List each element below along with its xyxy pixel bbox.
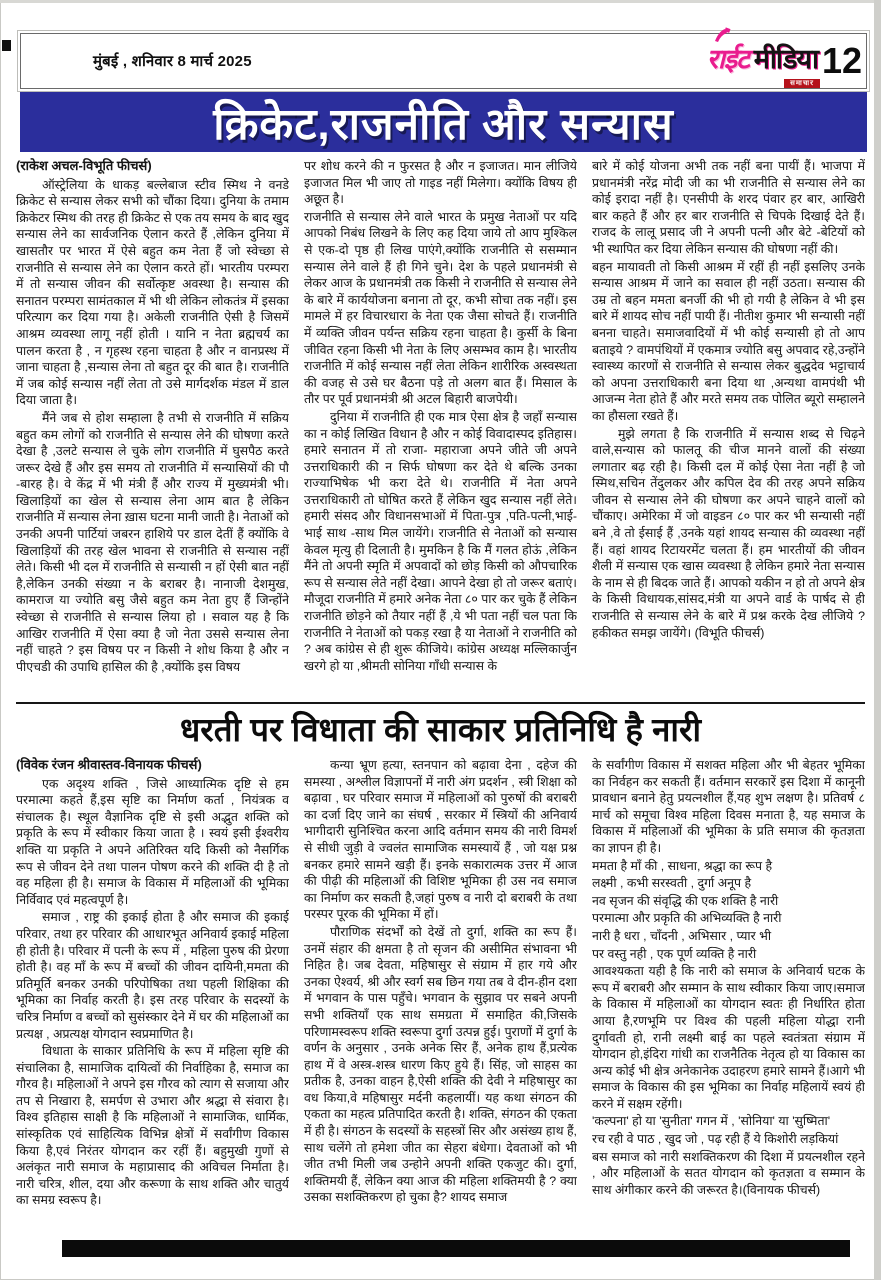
article2-byline: (विवेक रंजन श्रीवास्तव-विनायक फीचर्स) (16, 757, 202, 772)
body-paragraph: मुझे लगता है कि राजनीति में सन्यास शब्द से चिढ़ने वाले,सन्यास को फालतू की चीज मानने वालों की संख्या लगातार बढ़ रही है। किसी दल में कोई ऐसा नेता नहीं है जो स्मिथ,सचिन तेंदुलकर और कपिल देव की तरह अपने सक्रिय जीवन से सन्यास लेने की घोषणा कर अपने चाहने वालों को चौंकाए। अमेरिका में जो वाइडन ८० पार कर भी सन्यासी नहीं बने ,वे तो ईसाई हैं ,उनके यहां शायद सन्यास की व्यवस्था नहीं हैं। वहां शायद रिटायरमेंट चलता हैं। हम भारतीयों की जीवन शैली में सन्यास एक खास व्यवस्था है लेकिन हमारे नेता सन्यास के नाम से ही बिदक जाते हैं। आपको यकीन न हो तो अपने क्षेत्र के किसी विधायक,सांसद,मंत्री या अपने वार्ड के पार्षद से ही राजनीति से सन्यास लेने के बारे में प्रश्न करके देख लीजिये ? हकीकत समझ जायेंगे। (विभूति फीचर्स) (592, 426, 865, 640)
body-paragraph: बारे में कोई योजना अभी तक नहीं बना पायीं हैं। भाजपा में प्रधानमंत्री नरेंद्र मोदी जी का भी राजनीति से सन्यास लेने का कोई इरादा नहीं है। एनसीपी के शरद पंवार हर बार, आखिरी बार कहते हैं और हर बार राजनीति से चिपके दिखाई देते हैं। राजद के लालू प्रसाद जी ने अपनी पत्नी और बेटे -बेटियों को भी स्थापित कर दिया लेकिन सन्यास की घोषणा नहीं की। (592, 159, 865, 256)
body-paragraph: बस समाज को नारी सशक्तिकरण की दिशा में प्रयत्नशील रहने , और महिलाओं के सतत योगदान को कृतज्ञता व सम्मान के साथ अंगीकार करने की जरूरत है।(विनायक फीचर्स) (592, 1149, 865, 1197)
body-paragraph: पर वस्तु नही , एक पूर्ण व्यक्ति है नारी (592, 946, 757, 961)
body-paragraph: समाज , राष्ट्र की इकाई होता है और समाज की इकाई परिवार, तथा हर परिवार की आधारभूत अनिवार्य इकाई महिला ही होती है। परिवार में पत्नी के रूप में , महिला पुरुष की प्रेरणा होती है। वह माँ के रूप में बच्चों की जीवन दायिनी,ममता की प्रतिमूर्ति बनकर उनकी परिपोषिका तथा पहली शिक्षिका की भूमिका का निर्वाह करती है। इस तरह परिवार के सदस्यों के चरित्र निर्माण व बच्चों को सुसंस्कार देने में घर की महिलाओं का प्रत्यक्ष , अप्रत्यक्ष योगदान स्वप्रमाणित है। (16, 910, 289, 1041)
article2-body (16, 757, 865, 1235)
article-column (592, 757, 865, 1235)
body-paragraph: आवश्यकता यही है कि नारी को समाज के अनिवार्य घटक के रूप में बराबरी और सम्मान के साथ स्वीकार किया जाए।समाज के विकास में महिलाओं का योगदान स्वतः ही निर्धारित होता आया है,रणभूमि पर विश्व की पहली महिला योद्धा रानी दुर्गावती हो, रानी लक्ष्मी बाई का पहले स्वतंत्रता संग्राम में योगदान हो,इंदिरा गांधी का राजनैतिक नेतृत्व हो या विकास का अन्य कोई भी क्षेत्र अनेकानेक उदाहरण हमारे सामने हैं।आगे भी समाज के विकास की इस भूमिका का निर्वाह महिलायें स्वयं ही करने में सक्षम रहेंगी। (592, 964, 865, 1111)
body-paragraph: बहन मायावती तो किसी आश्रम में रहीं ही नहीं इसलिए उनके सन्यास आश्रम में जाने का सवाल ही नहीं उठता। सन्यास की उम्र तो बहन ममता बनर्जी की भी हो गयी है लेकिन वे भी इस बारे में शायद सोच नहीं पायी हैं। नीतीश कुमार भी सन्यासी नहीं बनना चाहते। समाजवादियों में भी कोई सन्यासी हो तो आप बताइये ? वामपंथियों में एकमात्र ज्योति बसु अपवाद रहे,उन्होंने स्वास्थ्य कारणों से राजनीति से सन्यास लेकर बुद्धदेव भट्टाचार्य को अपना उत्तराधिकारी बना दिया था ,अन्यथा वामपंथी भी आजन्म नेता होते हैं और मरते समय तक पोलित ब्यूरो सम्हालने का हौसला रखते हैं। (592, 259, 865, 423)
article1-byline: (राकेश अचल-विभूति फीचर्स) (16, 158, 152, 173)
body-paragraph: ऑस्ट्रेलिया के धाकड़ बल्लेबाज स्टीव स्मिथ ने वनडे क्रिकेट से सन्यास लेकर सभी को चौंका दिया। दुनिया के तमाम क्रिकेटर स्मिथ की तरह ही क्रिकेट से एक तय समय के बाद खुद सन्यास लेने का सार्वजनिक ऐलान करते हैं ,लेकिन दुनिया में खासतौर पर भारत में ऐसे बहुत कम नेता हैं जो स्वेच्छा से राजनीति से सन्यास लेने का ऐलान करते हों। भारतीय परम्परा में तो सन्यास जीवन की सर्वोत्कृष्ट अवस्था है। सन्यास की सनातन परम्परा सामंतकाल में भी थी लेकिन लोकतंत्र में इसका परित्याग कर दिया गया है। अकेली राजनीति ऐसी है जिसमें आश्रम व्यवस्था लागू नहीं होती । यानि न नेता ब्रह्मचर्य का पालन करता है , न गृहस्थ रहना चाहता है और न वानप्रस्थ में जाना चाहता है ,सन्यास लेना तो बहुत दूर की बात है। राजनीति में जब कोई सन्यास नहीं लेता तो उसे मार्गदर्शक मंडल में डाल दिया जाता है। (16, 177, 289, 408)
paintbrush-icon (713, 27, 733, 48)
print-registration-mark (2, 40, 11, 51)
scan-edge-right (874, 0, 881, 1280)
body-paragraph: एक अदृश्य शक्ति , जिसे आध्यात्मिक दृष्टि से हम परमात्मा कहते हैं,इस सृष्टि का निर्माण कर्ता , नियंत्रक व संचालक है। स्थूल वैज्ञानिक दृष्टि से इसी अद्भुत शक्ति को प्रकृति के रूप में स्वीकार किया जाता है । स्वयं इसी ईश्वरीय शक्ति या प्रकृति ने अपने अतिरिक्त यदि किसी को नैसर्गिक रूप से जीवन देने तथा पालन पोषण करने की शक्ति दी है तो वह महिला ही है। समाज के विकास में महिलाओं की भूमिका निर्विवाद एवं महत्वपूर्ण है। (16, 776, 289, 907)
article-column (16, 757, 289, 1235)
body-paragraph: रच रही वे पाठ , खुद जो , पढ़ रही हैं ये किशोरी लड़कियां (592, 1132, 839, 1147)
article-column (16, 158, 289, 698)
logo-word-raeet: राईट (706, 43, 749, 74)
body-paragraph: नव सृजन की संवृद्धि की एक शक्ति है नारी (592, 893, 779, 908)
body-paragraph: पर शोध करने की न फुरसत है और न इजाजत। मान लीजिये इजाजत मिल भी जाए तो गाइड नहीं मिलेगा। क्योंकि विषय ही अछूत है। (304, 159, 577, 207)
article2-headline-row (16, 704, 865, 752)
body-paragraph: मैंने जब से होश सम्हाला है तभी से राजनीति में सक्रिय बहुत कम लोगों को राजनीति से सन्यास लेने की घोषणा करते देखा है ,उलटे सन्यास ले चुके लोग राजनीति में घुसपैठ करते जरूर देखे हैं और इस समय तो राजनीति में सन्यासियों की पौ -बारह है। वे केंद्र में भी मंत्री हैं और राज्य में मुख्यमंत्री भी। खिलाड़ियों का खेल से सन्यास लेना आम बात है लेकिन राजनीति में सन्यास लेना ख़ास घटना मानी जाती है। नेताओं को उनकी अपनी पार्टियां जबरन हाशिये पर डाल देतीं हैं क्योंकि वे खिलाड़ियों की तरह खेल भावना से राजनीति से सन्यास नहीं लेते। किसी भी दल में राजनीति से सन्यासी न हों ऐसी बात नहीं है,लेकिन उनकी संख्या न के बराबर है। नानाजी देशमुख, कामराज या ज्योति बसु जैसे बहुत कम नेता हुए हैं जिन्होंने स्वेच्छा से राजनीति से सन्यास लिया हो । सवाल यह है कि आखिर राजनीति में ऐसा क्या है जो नेता उससे सन्यास लेना नहीं चाहते ? इस विषय पर न किसी ने शोध किया है और न पीएचडी की उपाधि हासिल की है ,क्योंकि इस विषय (16, 410, 289, 674)
masthead (20, 33, 867, 89)
dateline: मुंबई , शनिवार 8 मार्च 2025 (93, 53, 252, 70)
scan-edge-top (0, 0, 881, 3)
body-paragraph: दुनिया में राजनीति ही एक मात्र ऐसा क्षेत्र है जहाँ सन्यास का न कोई लिखित विधान है और न कोई विवादास्पद इतिहास।हमारे सनातन में तो राजा- महाराजा अपने जीते जी अपने उत्तराधिकारी की न सिर्फ घोषणा कर देते थे बल्कि उनका राज्याभिषेक भी करा देते थे। राजनीति में नेता अपने उत्तराधिकारी तो घोषित करते हैं लेकिन खुद सन्यास नहीं लेते। हमारी संसद और विधानसभाओं में पिता-पुत्र ,पति-पत्नी,भाई-भाई साथ -साथ मिल जायेंगे। राजनीति से नेताओं को सन्यास केवल मृत्यु ही दिलाती है। मुमकिन है कि मैं गलत होऊं ,लेकिन मैंने तो अपनी स्मृति में अपवादों को छोड़ किसी को औपचारिक रूप से सन्यास लेते नहीं देखा। आपने देखा हो तो जरूर बताएं। मौजूदा राजनीति में हमारे अनेक नेता ८० पार कर चुके हैं लेकिन राजनीति छोड़ने को तैयार नहीं हैं ,ये भी पता नहीं चल पता कि राजनीति ने नेताओं को पकड़ रखा है या नेताओं ने राजनीति को ? अब कांग्रेस से ही शुरू कीजिये। कांग्रेस अध्यक्ष मल्लिकार्जुन खरगे हो या ,श्रीमती सोनिया गाँधी सन्यास के (304, 409, 577, 673)
body-paragraph: कन्या भ्रूण हत्या, स्तनपान को बढ़ावा देना , दहेज की समस्या , अश्लील विज्ञापनों में नारी अंग प्रदर्शन , स्त्री शिक्षा को बढ़ावा , घर परिवार समाज में महिलाओं को पुरुषों की बराबरी का दर्जा दिए जाने का संघर्ष , सरकार में स्त्रियों की अनिवार्य भागीदारी सुनिश्चित करना आदि वर्तमान समय की नारी विमर्श से सीधी जुड़ी वे ज्वलंत सामाजिक समस्यायें हैं , जो यक्ष प्रश्न बनकर हमारे सामने खड़ी हैं। इनके सकारात्मक उत्तर में आज की पीढ़ी की महिलाओं की विशिष्ट भूमिका ही उस नव समाज का निर्माण कर सकती है,जहां पुरुष व नारी दो बराबरी के तथा परस्पर पूरक की भूमिका में हों। (304, 758, 577, 922)
article-column (592, 158, 865, 698)
body-paragraph: राजनीति से सन्यास लेने वाले भारत के प्रमुख नेताओं पर यदि आपको निबंध लिखने के लिए कह दिया जाये तो आप मुश्किल से एक-दो पृष्ठ ही लिख पाएंगे,क्योंकि राजनीति से ससम्मान सन्यास लेने वाले हैं ही गिने चुने। देश के पहले प्रधानमंत्री से लेकर आज के प्रधानमंत्री तक किसी ने राजनीति से सन्यास लेने के बारे में कार्ययोजना बनाना तो दूर, कभी सोचा तक नहीं। इस मामले में हर विचारधारा के नेता एक जैसा सोचते हैं। राजनीति में व्यक्ति जीवन पर्यन्त सक्रिय रहना चाहता है। कुर्सी के बिना जीवित रहना किसी भी नेता के लिए असम्भव काम है। भारतीय राजनीति में कोई सन्यास नहीं लेता लेकिन शारीरिक अस्वस्थता की वजह से उसे घर बैठना पड़े तो अलग बात हैं। मिसाल के तौर पर पूर्व प्रधानमंत्री श्री अटल बिहारी बाजपेयी। (304, 209, 577, 407)
body-paragraph: ममता है माँ की , साधना, श्रद्धा का रूप है (592, 858, 773, 873)
logo-badge: समाचार (784, 79, 820, 88)
newspaper-logo (706, 39, 818, 87)
article1-headline: क्रिकेट,राजनीति और सन्यास (213, 100, 674, 149)
body-paragraph: नारी है धरा , चाँदनी , अभिसार , प्यार भी (592, 928, 772, 943)
body-paragraph: विधाता के साकार प्रतिनिधि के रूप में महिला सृष्टि की संचालिका है, सामाजिक दायित्वों की निर्वाहिका है, समाज का गौरव है। महिलाओं ने अपने इस गौरव को त्याग से सजाया और तप से निखारा है, समर्पण से उभारा और श्रद्धा से संवारा है। विश्व इतिहास साक्षी है कि महिलाओं ने सामाजिक, धार्मिक, सांस्कृतिक एवं साहित्यिक विभिन्न क्षेत्रों में सर्वांगीण विकास किया है,एवं निरंतर योगदान कर रहीं हैं। बहुमुखी गुणों से अलंकृत नारी समाज के महाप्रासाद की अविचल निर्माता है। नारी चरित्र, शील, दया और करूणा के साथ शक्ति और चातुर्य का समग्र स्वरूप है। (16, 1044, 289, 1208)
masthead-right (706, 39, 866, 87)
body-paragraph: 'कल्पना' हो या 'सुनीता' गगन में , 'सोनिया' या 'सुष्मिता' (592, 1114, 831, 1129)
body-paragraph: परमात्मा और प्रकृति की अभिव्यक्ति है नारी (592, 911, 782, 926)
article-column (304, 158, 577, 698)
article-column (304, 757, 577, 1235)
article1-headline-banner (20, 92, 867, 152)
page-number: 12 (821, 40, 862, 81)
bottom-rule (62, 1240, 850, 1257)
logo-word-media: मीडिया (753, 43, 818, 74)
body-paragraph: के सर्वांगीण विकास में सशक्त महिला और भी बेहतर भूमिका का निर्वहन कर सकती हैं। वर्तमान सरकारें इस दिशा में कानूनी प्रावधान बनाने हेतु प्रयत्नशील हैं,यह शुभ लक्षण है। प्रतिवर्ष ८ मार्च को समूचा विश्व महिला दिवस मनाता है, यह समाज के विकास में महिलाओं की भूमिका के प्रति समाज की कृतज्ञता का ज्ञापन ही है। (592, 758, 865, 855)
body-paragraph: पौराणिक संदर्भों को देखें तो दुर्गा, शक्ति का रूप हैं। उनमें संहार की क्षमता है तो सृजन की असीमित संभावना भी निहित है। जब देवता, महिषासुर से संग्राम में हार गये और उनका ऐश्वर्य, श्री और स्वर्ग सब छिन गया तब वे दीन-हीन दशा में भगवान के पास पहुँचे। भगवान के सुझाव पर सबने अपनी सभी शक्तियाँ एक साथ समग्रता में समाहित की,जिसके परिणामस्वरूप शक्ति स्वरूपा दुर्गा उत्पन्न हुई। पुराणों में दुर्गा के वर्णन के अनुसार , उनके अनेक सिर हैं, अनेक हाथ हैं,प्रत्येक हाथ में वे अस्त्र-शस्त्र धारण किए हुये हैं। सिंह, जो साहस का प्रतीक है, उनका वाहन है,ऐसी शक्ति की देवी ने महिषासुर का वध किया,वे महिषासुर मर्दनी कहलायीं। यह कथा संगठन की एकता का महत्व प्रतिपादित करती है। शक्ति, संगठन की एकता में ही है। संगठन के सदस्यों के सहस्त्रों सिर और असंख्य हाथ हैं, साथ चलेंगे तो हमेशा जीत का सेहरा बंधेगा। देवताओं को भी जीत तभी मिली जब उन्होने अपनी शक्ति एकजुट की। दुर्गा, शक्तिमयी हैं, लेकिन क्या आज की महिला शक्तिमयी है ? क्या उसका सशक्तिकरण हो चुका है? शायद समाज (304, 924, 577, 1205)
article1-body (16, 158, 865, 698)
body-paragraph: लक्ष्मी , कभी सरस्वती , दुर्गा अनूप है (592, 876, 752, 891)
article2-headline: धरती पर विधाता की साकार प्रतिनिधि है नारी (179, 710, 702, 748)
